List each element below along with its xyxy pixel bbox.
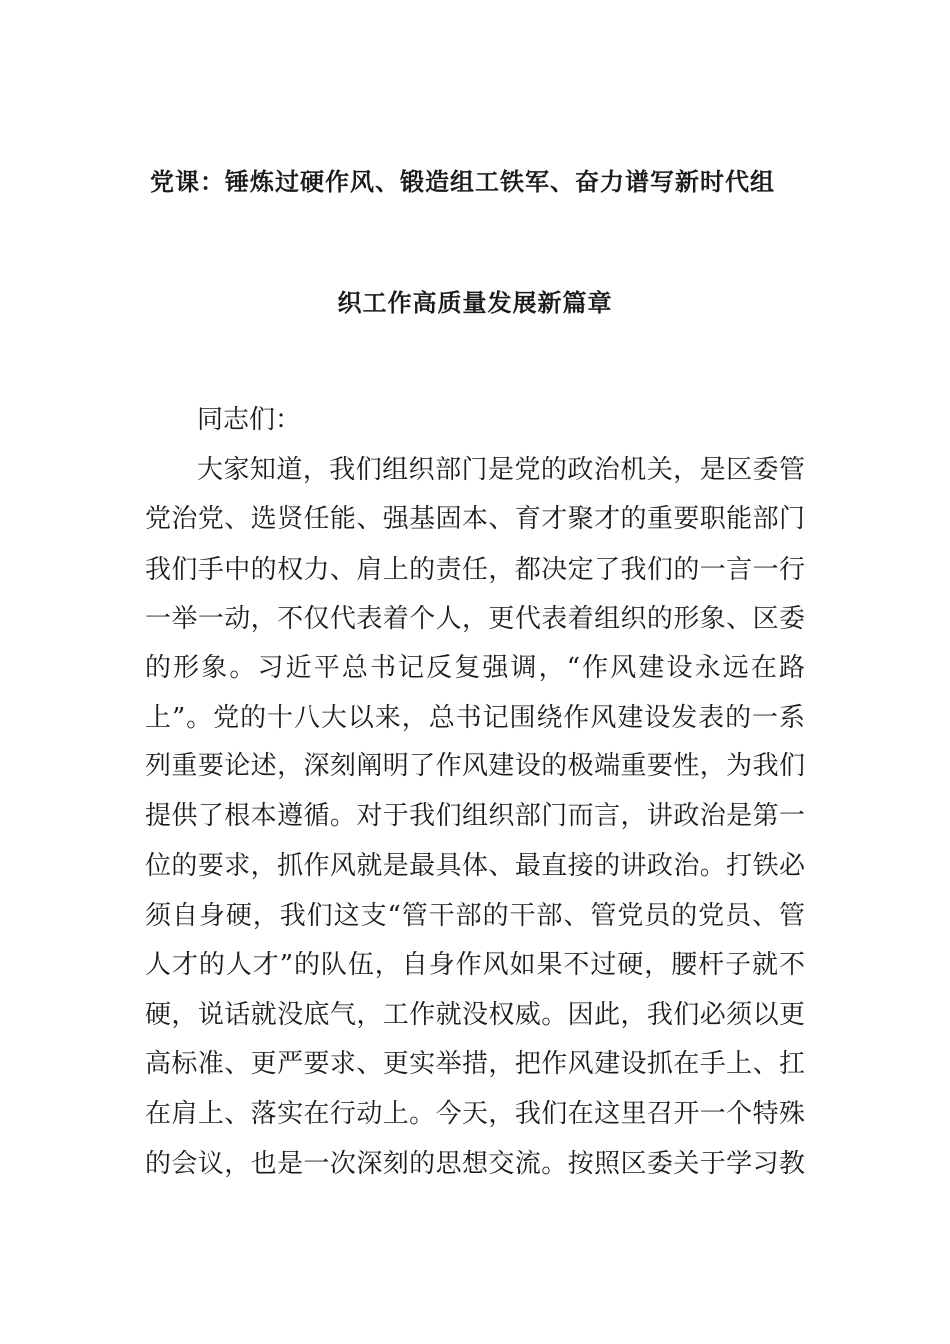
paragraph-line: 党治党、选贤任能、强基固本、育才聚才的重要职能部门 [145,504,805,534]
paragraph-line: 在肩上、落实在行动上。今天，我们在这里召开一个特殊 [145,1099,805,1129]
paragraph-line: 高标准、更严要求、更实举措，把作风建设抓在手上、扛 [145,1049,805,1079]
paragraph-line: 列重要论述，深刻阐明了作风建设的极端重要性，为我们 [145,751,805,781]
paragraph-line: 须自身硬，我们这支“管干部的干部、管党员的党员、管 [145,901,805,931]
paragraph-line: 一举一动，不仅代表着个人，更代表着组织的形象、区委 [145,604,805,634]
paragraph-line: 的形象。习近平总书记反复强调，“作风建设永远在路 [145,653,805,683]
paragraph-line: 我们手中的权力、肩上的责任，都决定了我们的一言一行 [145,555,805,585]
paragraph-line: 大家知道，我们组织部门是党的政治机关，是区委管 [197,455,805,485]
greeting: 同志们： [197,405,302,435]
document-title-line-1: 党课：锤炼过硬作风、锻造组工铁军、奋力谱写新时代组 [150,168,775,196]
document-title-line-2: 织工作高质量发展新篇章 [337,289,613,317]
paragraph-line: 提供了根本遵循。对于我们组织部门而言，讲政治是第一 [145,801,805,831]
paragraph-line: 硬，说话就没底气，工作就没权威。因此，我们必须以更 [145,1000,805,1030]
paragraph-line: 的会议，也是一次深刻的思想交流。按照区委关于学习教 [145,1149,805,1179]
paragraph-line: 人才的人才”的队伍，自身作风如果不过硬，腰杆子就不 [145,950,805,980]
paragraph-line: 上”。党的十八大以来，总书记围绕作风建设发表的一系 [145,703,805,733]
paragraph-line: 位的要求，抓作风就是最具体、最直接的讲政治。打铁必 [145,851,805,881]
